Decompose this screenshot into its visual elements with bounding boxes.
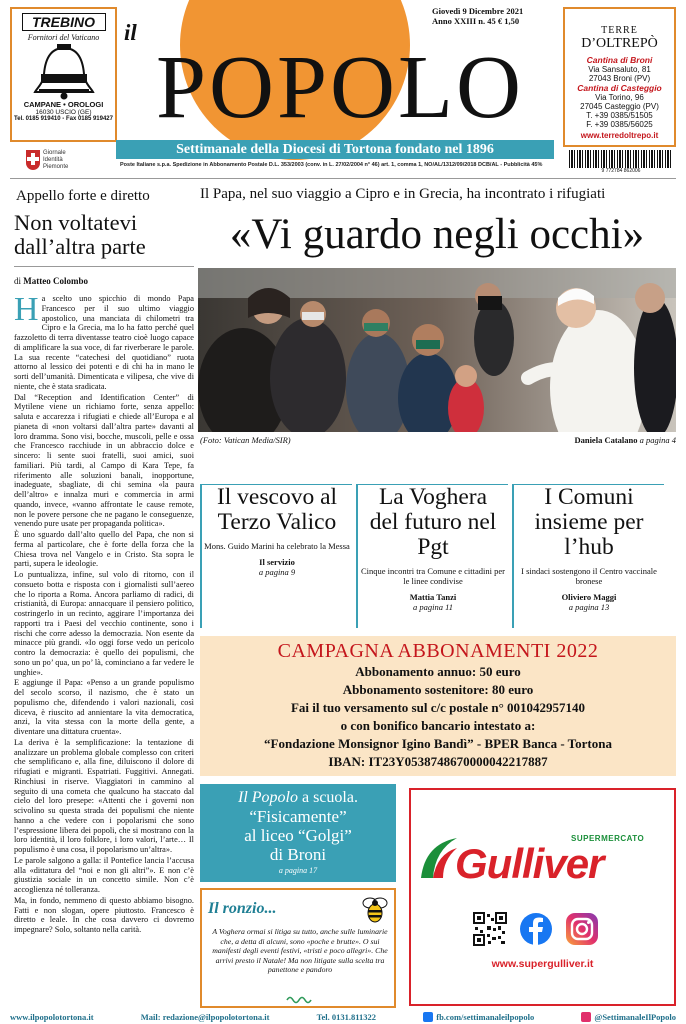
masthead-title: POPOLO <box>155 38 525 137</box>
instagram-icon[interactable] <box>565 912 599 946</box>
footer-phone[interactable]: Tel. 0131.811322 <box>316 1011 377 1022</box>
editorial-headline[interactable]: Non voltatevi dall’altra parte <box>14 210 146 259</box>
masthead-tagline: Settimanale della Diocesi di Tortona fondato nel 1896 <box>116 140 554 159</box>
main-story-photo[interactable] <box>198 268 676 432</box>
footer-bar <box>10 1009 676 1024</box>
editorial-paragraph: Dal “Reception and Identification Center” di Mytilene viene un richiamo forte, senza appello: saluta e accarezza i rifugiati e chiede all’Europa e al pianeta di «non voltarsi dall’altra parte» davanti al loro dramma. Sono visi, bocche, muscoli, pelle e ossa che Francesco racchiude in un abbraccio dolce e sincero: li sente suoi fratelli, suoi amici, suoi familiari. Più tardi, al Campo di Kara Tepe, fa riferimento alle soluzioni banali, inopportune, inadeguate, sbagliate, di chi semina «la paura dell’altro» e innalza muri e commercia in armi quando, invece, «vanno affrontate le cause remote, non le povere persone che ne pagano le conseguenze, venendo pure usate per propaganda politica». <box>14 392 194 529</box>
main-story-kicker: Il Papa, nel suo viaggio a Cipro e in Grecia, ha incontrato i rifugiati <box>200 186 606 202</box>
campaign-iban: IBAN: IT23Y0538748670000042217887 <box>328 754 548 769</box>
scuola-line1 <box>200 789 396 807</box>
cantina-broni: Cantina di Broni <box>586 55 653 65</box>
trebino-line1: CAMPANE • OROLOGI <box>23 100 104 109</box>
editorial-paragraph: È uno sguardo dall’alto quello del Papa, che non si ferma al particolare, che è forte della forza che la Chiesa trova nel Vangelo e in Cristo. Sta sopra le parti, supera le ideologie. <box>14 530 194 569</box>
masthead-il: il <box>124 20 137 45</box>
scuola-line3: al liceo “Golgi” <box>244 826 352 845</box>
scuola-line4: di Broni <box>269 845 327 864</box>
bee-icon <box>360 894 390 924</box>
piemonte-shield-icon <box>26 150 40 170</box>
scuola-line1-rest: a scuola. <box>298 789 358 806</box>
giornale-line3: Piemonte <box>43 163 69 170</box>
ronzio-title: Il ronzio... <box>208 900 277 917</box>
editorial-paragraph: a scelto uno spicchio di mondo Papa Francesco per il suo ultimo viaggio apostolico, una manciata di chilometri tra Cipro e la Grecia, ma lo ha fatto perché quel fazzoletto di terra diventasse teatro cioè luogo capace di amplificare la sua voce, di far riverberare le parole. La sua recente “catechesi del quotidiano” ruota attorno al lessico dei potenti e di chi ha in mano le sorti dell’umanità. Dimenticata e vilipesa, che vive di niente, che è stata sradicata. <box>14 294 194 391</box>
editorial-paragraph: La deriva è la semplificazione: la tentazione di analizzare un problema globale complesso con criteri che semplificano e, alla fine, diluiscono il dolore di rifugiati e migranti. Espatriati. Fuggitivi. Annegati. Rinchiusi in riserve. Viaggiatori in cammino al seguito di una cometa che qualcuno ha staccato dal cielo del loro presepe: «Attenti che i governi non scivolino su questa strada dei populismi che niente hanno a che vedere con i popolarismi che sono l’espressione libera dei popoli, che si mostrano con la loro identità, il loro folklore, i loro valori, l’arte… Il populismo è una cosa, il popolarismo un’altra». <box>14 737 194 854</box>
footer-facebook[interactable] <box>423 1012 534 1022</box>
terre-website[interactable]: www.terredoltrepo.it <box>580 131 659 140</box>
cantina-broni-city: 27043 Broni (PV) <box>588 74 651 83</box>
campaign-line: Abbonamento annuo: 50 euro <box>355 664 521 679</box>
editorial-paragraph: Ma, in fondo, nemmeno di questo abbiamo bisogno. Fatti e non slogan, opere piuttosto. Francesco è diretto e leale. In che cosa davvero ci dovremo impegnare? Solo, soltanto nella carità. <box>14 895 194 934</box>
scuola-page: a pagina 17 <box>278 866 318 875</box>
trebino-subtitle: Fornitori del Vaticano <box>27 33 100 42</box>
byline-author: Matteo Colombo <box>23 276 89 286</box>
teaser-summary: I sindaci sostengono il Centro vaccinale bronese <box>521 566 657 586</box>
terre-logo <box>565 25 674 52</box>
giornale-line1: Giornale <box>43 149 66 156</box>
gulliver-swoosh-icon <box>419 834 459 880</box>
qr-code-icon[interactable] <box>473 912 507 946</box>
teaser-summary: Cinque incontri tra Comune e cittadini per le linee condivise <box>361 566 505 586</box>
ad-terre-doltrepo[interactable] <box>563 7 676 147</box>
teaser-page: a pagina 9 <box>258 567 296 577</box>
ad-trebino[interactable] <box>10 7 117 142</box>
terre-logo-main: D’OLTREPÒ <box>581 36 658 51</box>
editorial-kicker: Appello forte e diretto <box>16 188 150 204</box>
giornale-identita-badge <box>26 148 108 172</box>
facebook-small-icon <box>423 1012 433 1022</box>
terre-phone: T. +39 0385/51505 <box>586 111 653 120</box>
teaser-byline: Il servizio <box>259 557 295 567</box>
terre-logo-top: TERRE <box>601 25 638 36</box>
editorial-body <box>14 294 194 1007</box>
gulliver-website[interactable]: www.supergulliver.it <box>491 958 594 970</box>
footer-website[interactable]: www.ilpopolotortona.it <box>10 1011 94 1022</box>
teaser-card[interactable] <box>356 484 508 628</box>
instagram-small-icon <box>581 1012 591 1022</box>
teaser-summary: Mons. Guido Marini ha celebrato la Messa <box>204 541 350 551</box>
editorial-byline <box>14 276 194 286</box>
cantina-casteggio-street: Via Torino, 96 <box>595 93 644 102</box>
issue-date: Giovedì 9 Dicembre 2021 <box>432 6 524 16</box>
campaign-line: “Fondazione Monsignor Igino Bandì” - BPER Banca - Tortona <box>264 736 612 751</box>
teaser-page: a pagina 13 <box>568 602 610 612</box>
campaign-line: Fai il tuo versamento sul c/c postale n° 001042957140 <box>290 700 586 715</box>
photo-credit: (Foto: Vatican Media/SIR) <box>200 435 291 445</box>
campaign-line: o con bonifico bancario intestato a: <box>340 718 536 733</box>
editorial-paragraph: E aggiunge il Papa: «Penso a un grande populismo del secolo scorso, il nazismo, che è stato un populismo che, difendendo i valori nazionali, così diceva, è riuscito ad annientare la vita democratica, anzi, la vita stessa con la morte della gente, a diventare una dittatura cruenta». <box>14 678 194 736</box>
footer-instagram[interactable] <box>581 1012 676 1022</box>
facebook-icon[interactable] <box>519 912 553 946</box>
pope-refugees-photo-illustration <box>198 268 676 432</box>
teaser-headline: La Voghera del futuro nel Pgt <box>358 485 508 560</box>
teaser-byline: Mattia Tanzi <box>409 592 457 602</box>
cantina-casteggio-city: 27045 Casteggio (PV) <box>580 102 659 111</box>
editorial-divider <box>14 266 194 267</box>
editorial-paragraph: Lo puntualizza, infine, sul volo di ritorno, con il consueto botta e risposta con i giornalisti sull’aereo che lo riporta a Roma. Ancora parliamo di radici, di cristianità, di Europa: annacquare il pensiero politico, costringerlo in un recinto, aggirare l’importanza dei rapporti tra i Paesi del vecchio continente, sono i rischi che corre adesso la democrazia. Non esente da minacce più grandi. «Io oggi forse vedo un pericolo contro la democrazia: è quello dei populismi, che sono un po’ qua, un po’ là, cominciano a far vedere le unghie». <box>14 570 194 677</box>
giornale-line2: Identità <box>43 156 63 163</box>
gulliver-supermercato: SUPERMERCATO <box>571 834 645 843</box>
campaign-title: CAMPAGNA ABBONAMENTI 2022 <box>277 640 599 662</box>
byline-prefix: di <box>14 276 24 286</box>
teaser-byline: Oliviero Maggi <box>561 592 617 602</box>
terre-fax: F. +39 0385/56025 <box>586 120 653 129</box>
ronzio-text: A Voghera ormai si litiga su tutto, anche sulle luminarie che, a detta di alcuni, sono «poche e brutte». O sui manifesti degli eventi festivi, «tristi e poco allegri». Che arrivi presto il Natale! Ma non litigate sulla scelta tra panettone e pandoro <box>212 927 388 974</box>
teaser-headline: Il vescovo al Terzo Valico <box>202 485 352 535</box>
footer-instagram-label: @SettimanaleIlPopolo <box>594 1011 676 1022</box>
gulliver-logo: Gulliver <box>455 840 604 887</box>
teaser-card[interactable] <box>200 484 352 628</box>
ronzio-box[interactable] <box>200 888 396 1008</box>
trebino-logo: TREBINO <box>22 13 106 31</box>
trebino-line2: 16030 USCIO (GE) <box>35 109 92 116</box>
footer-facebook-label: fb.com/settimanaleilpopolo <box>436 1011 535 1022</box>
barcode-number: 9 772784 862006 <box>569 168 673 174</box>
editorial-dropcap: H <box>14 294 39 328</box>
main-story-byline <box>480 435 676 445</box>
issue-info <box>432 6 552 26</box>
scuola-line1-italic: Il Popolo <box>238 789 298 806</box>
cantina-broni-street: Via Sansaluto, 81 <box>588 65 651 74</box>
campaign-line: Abbonamento sostenitore: 80 euro <box>342 682 534 697</box>
decorative-ornament-icon <box>286 994 312 1004</box>
teaser-page: a pagina 11 <box>413 602 453 612</box>
bell-icon <box>29 44 99 100</box>
scuola-box[interactable] <box>200 784 396 882</box>
trebino-line3: Tel. 0185 919410 - Fax 0185 919427 <box>14 116 113 122</box>
postal-notice: Poste Italiane s.p.a. Spedizione in Abbonamento Postale D.L. 353/2003 (conv. in L. 27/02/2004 n° 46) art. 1, comma 1, NO/AL/1312/09/2018 DCB/AL - Pubblicità 45% <box>120 162 543 168</box>
cantina-casteggio: Cantina di Casteggio <box>577 83 662 93</box>
masthead-divider <box>10 178 676 179</box>
main-story-page: a pagina 4 <box>637 435 676 445</box>
ad-gulliver[interactable] <box>409 788 676 1006</box>
subscription-campaign-box[interactable] <box>200 636 676 776</box>
editorial-paragraph: Le parole salgono a galla: il Pontefice lancia l’accusa alla «dittatura del “noi e non gli altri”». E non c’è giustizia sociale in un concetto simile. Non c’è accoglienza né tolleranza. <box>14 855 194 894</box>
footer-mail[interactable]: Mail: redazione@ilpopolotortona.it <box>140 1011 270 1022</box>
issue-number: Anno XXIII n. 45 € 1,50 <box>432 16 520 26</box>
main-story-headline[interactable]: «Vi guardo negli occhi» <box>229 211 645 258</box>
scuola-line2: “Fisicamente” <box>249 807 347 826</box>
teaser-headline: I Comuni insieme per l’hub <box>514 485 664 560</box>
teaser-card[interactable] <box>512 484 664 628</box>
main-story-author: Daniela Catalano <box>574 435 638 445</box>
